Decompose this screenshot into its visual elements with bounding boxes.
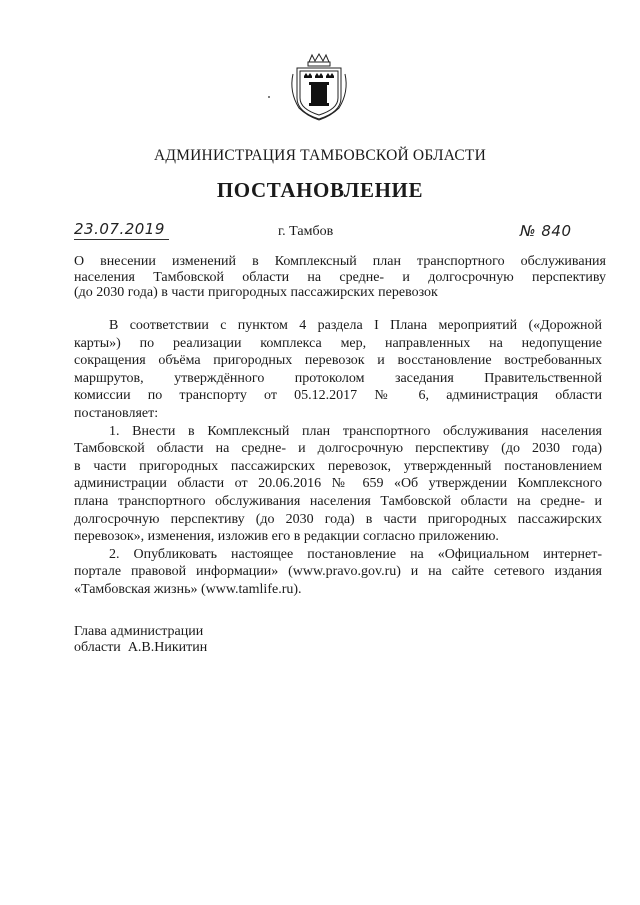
scan-speck: [268, 96, 270, 98]
body-line: «Тамбовская жизнь» (www.tamlife.ru).: [74, 581, 302, 597]
body-line: долгосрочную перспективу (до 2030 года) в части пригородных пассажирских: [74, 511, 602, 527]
subject-line: О внесении изменений в Комплексный план транспортного обслуживания: [74, 254, 606, 269]
signature-block: [74, 624, 207, 656]
coat-of-arms-icon: [287, 52, 351, 122]
body-line: плана транспортного обслуживания населения Тамбовской области на средне- и: [74, 493, 602, 509]
document-subject: [74, 254, 606, 301]
body-line: Тамбовской области на средне- и долгосрочную перспективу (до 2030 года): [74, 441, 602, 457]
subject-line: населения Тамбовской области на средне- и долгосрочную перспективу: [74, 269, 606, 285]
body-line: карты») по реализации комплекса мер, направленных на недопущение: [74, 335, 602, 351]
document-city: г. Тамбов: [278, 224, 334, 239]
body-line: перевозок», изменения, изложив его в редакции согласно приложению.: [74, 529, 499, 545]
body-line: маршрутов, утверждённого протоколом заседания Правительственной: [74, 370, 602, 386]
document-type-title: ПОСТАНОВЛЕНИЕ: [216, 178, 424, 202]
document-number: № 840: [520, 222, 572, 240]
document-meta-row: [0, 220, 640, 244]
body-line: 2. Опубликовать настоящее постановление на «Официальном интернет-: [109, 546, 602, 562]
body-line: портале правовой информации» (www.pravo.gov.ru) и на сайте сетевого издания: [74, 564, 602, 580]
body-line: сокращения объёма пригородных перевозок и восстановление востребованных: [74, 353, 602, 369]
body-line: 1. Внести в Комплексный план транспортного обслуживания населения: [109, 423, 602, 439]
body-line: администрации области от 20.06.2016 № 659 «Об утверждении Комплексного: [74, 476, 602, 492]
subject-line: (до 2030 года) в части пригородных пассажирских перевозок: [74, 285, 438, 300]
body-line: комиссии по транспорту от 05.12.2017 № 6, администрация области: [74, 388, 602, 404]
signatory-name: А.В.Никитин: [127, 640, 208, 655]
body-line: в части пригородных пассажирских перевозок, утвержденный постановлением: [74, 458, 602, 474]
signatory-position: Глава администрации: [74, 624, 204, 639]
body-line: В соответствии с пунктом 4 раздела I Плана мероприятий («Дорожной: [109, 318, 602, 333]
signatory-position-2: области: [74, 640, 121, 655]
issuing-authority: АДМИНИСТРАЦИЯ ТАМБОВСКОЙ ОБЛАСТИ: [154, 147, 486, 164]
document-date: 23.07.2019: [74, 220, 165, 238]
signatory-line: [74, 640, 207, 656]
document-body: [74, 317, 602, 599]
body-line: постановляет:: [74, 405, 159, 421]
